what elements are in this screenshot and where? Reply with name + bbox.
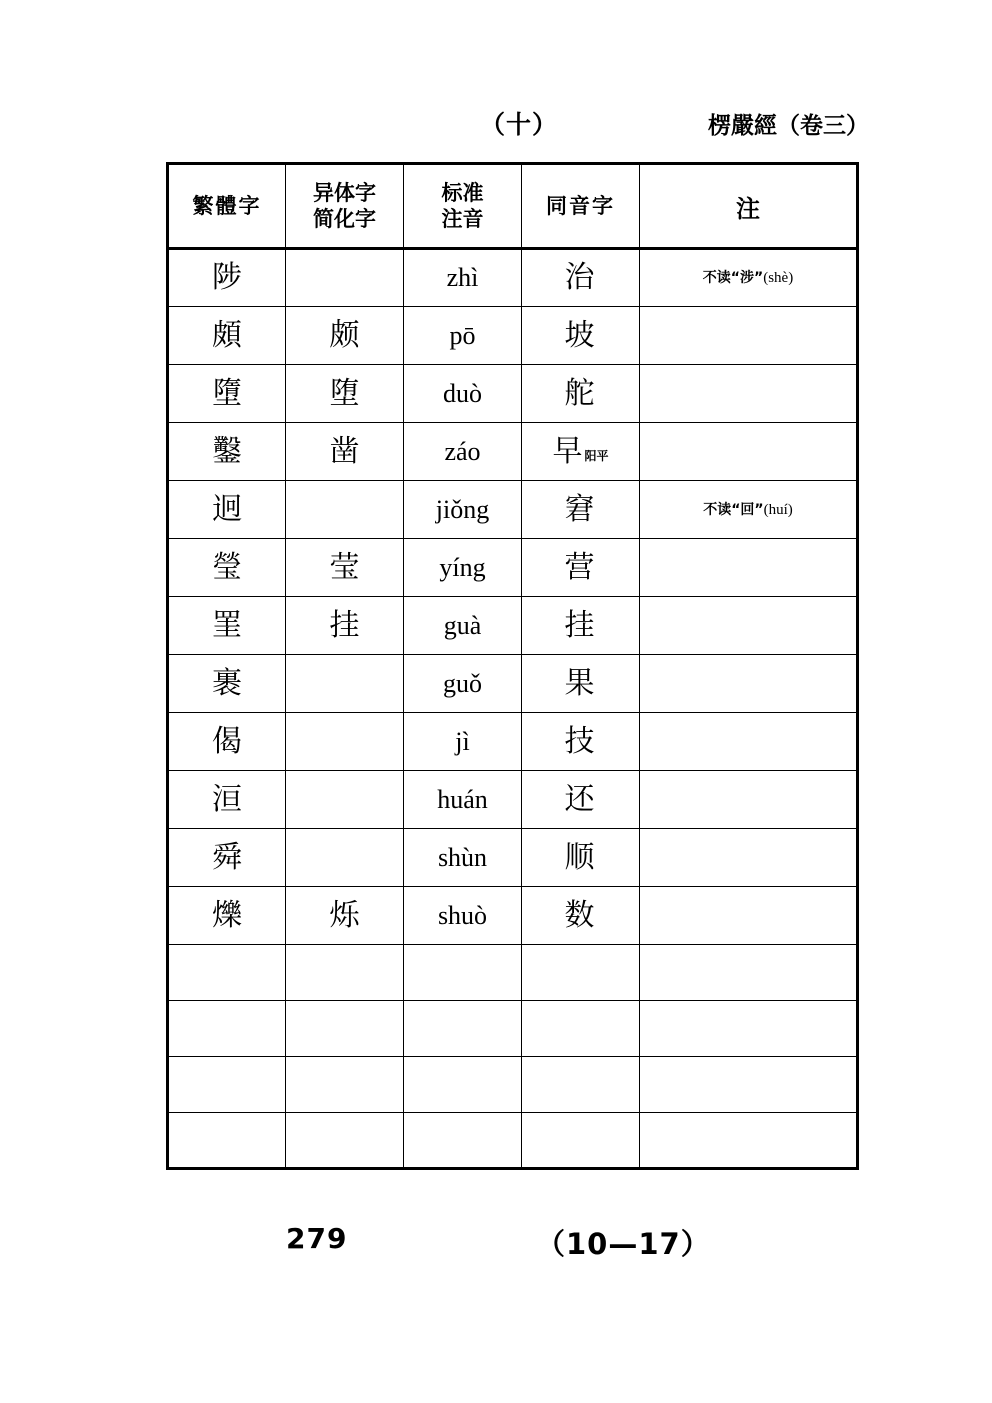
homophone-glyph: 挂 (564, 607, 595, 643)
page-footer (166, 1222, 856, 1262)
table-row (168, 887, 858, 945)
cell-note (640, 1001, 858, 1057)
cell-variant (286, 771, 404, 829)
homophone-glyph: 还 (564, 781, 595, 817)
traditional-glyph: 頗 (212, 317, 242, 353)
cell-pinyin (404, 597, 522, 655)
table-row (168, 539, 858, 597)
cell-variant (286, 365, 404, 423)
page-code: （10—17） (536, 1227, 711, 1261)
pinyin-text: huán (437, 784, 488, 814)
cell-pinyin (404, 887, 522, 945)
variant-glyph: 颇 (329, 317, 360, 353)
cell-note (640, 655, 858, 713)
homophone-glyph: 顺 (564, 839, 595, 875)
note-latin: (huí) (763, 501, 793, 518)
cell-variant (286, 249, 404, 307)
homophone-glyph: 舵 (564, 375, 595, 411)
homophone-glyph: 果 (564, 665, 595, 701)
pinyin-text: guà (443, 610, 482, 640)
traditional-glyph: 爍 (212, 897, 242, 933)
cell-traditional (168, 481, 286, 539)
cell-variant (286, 1113, 404, 1169)
column-header-variant (286, 164, 404, 249)
cell-traditional (168, 539, 286, 597)
cell-pinyin (404, 539, 522, 597)
cell-pinyin (404, 1001, 522, 1057)
homophone-glyph: 营 (564, 549, 595, 585)
cell-pinyin (404, 771, 522, 829)
traditional-glyph: 偈 (212, 723, 242, 759)
table-row (168, 307, 858, 365)
homophone-glyph: 数 (564, 897, 595, 933)
cell-homophone (522, 597, 640, 655)
cell-homophone (522, 1001, 640, 1057)
table-row (168, 423, 858, 481)
glyph-table (166, 162, 859, 1170)
cell-homophone (522, 481, 640, 539)
cell-traditional (168, 423, 286, 481)
cell-pinyin (404, 481, 522, 539)
cell-variant (286, 539, 404, 597)
cell-variant (286, 1057, 404, 1113)
homophone-glyph: 坡 (564, 317, 595, 353)
traditional-glyph: 墮 (212, 375, 242, 411)
pinyin-text: guǒ (443, 668, 482, 698)
traditional-glyph: 洹 (212, 781, 242, 817)
cell-pinyin (404, 365, 522, 423)
pinyin-text: zhì (446, 263, 479, 292)
traditional-glyph: 舜 (212, 839, 242, 875)
cell-homophone (522, 307, 640, 365)
cell-variant (286, 829, 404, 887)
cell-variant (286, 655, 404, 713)
note-latin: (shè) (763, 270, 794, 286)
pinyin-text: jì (455, 726, 470, 756)
column-header-pinyin-line1: 标准 (441, 180, 484, 205)
column-header-homophone-label: 同音字 (546, 193, 615, 218)
note-text: 不读“涉” (702, 270, 764, 286)
table-header-row (168, 164, 858, 249)
cell-homophone (522, 1113, 640, 1169)
traditional-glyph: 裹 (212, 665, 242, 701)
cell-homophone (522, 829, 640, 887)
cell-homophone (522, 887, 640, 945)
cell-homophone (522, 655, 640, 713)
variant-glyph: 堕 (329, 375, 360, 411)
cell-note (640, 887, 858, 945)
cell-variant (286, 423, 404, 481)
pinyin-text: jiǒng (435, 494, 490, 524)
cell-pinyin (404, 655, 522, 713)
cell-homophone (522, 365, 640, 423)
cell-note (640, 423, 858, 481)
cell-note (640, 365, 858, 423)
pinyin-text: shuò (437, 900, 488, 930)
cell-traditional (168, 655, 286, 713)
cell-variant (286, 713, 404, 771)
table-row (168, 365, 858, 423)
pinyin-text: yíng (439, 552, 486, 582)
cell-homophone (522, 945, 640, 1001)
column-header-note (640, 164, 858, 249)
traditional-glyph: 鑿 (212, 433, 242, 469)
cell-traditional (168, 365, 286, 423)
section-label: （十） (480, 110, 559, 139)
table-row (168, 829, 858, 887)
table-row (168, 597, 858, 655)
cell-note (640, 597, 858, 655)
cell-pinyin (404, 945, 522, 1001)
cell-pinyin (404, 829, 522, 887)
cell-note (640, 713, 858, 771)
cell-traditional (168, 771, 286, 829)
homophone-glyph: 治 (564, 260, 595, 295)
traditional-glyph: 罣 (212, 607, 242, 643)
cell-note (640, 307, 858, 365)
pinyin-text: záo (444, 436, 481, 466)
table-row (168, 713, 858, 771)
cell-pinyin (404, 1057, 522, 1113)
cell-note (640, 539, 858, 597)
note-text: 不读“回” (703, 501, 764, 518)
cell-traditional (168, 829, 286, 887)
table-row (168, 1057, 858, 1113)
pinyin-text: duò (443, 378, 482, 408)
cell-variant (286, 1001, 404, 1057)
cell-traditional (168, 1113, 286, 1169)
homophone-glyph: 早 (552, 433, 583, 469)
cell-note (640, 1057, 858, 1113)
cell-homophone (522, 249, 640, 307)
column-header-variant-line2: 简化字 (313, 207, 376, 231)
cell-variant (286, 481, 404, 539)
homophone-tone-label: 阳平 (584, 448, 609, 463)
cell-traditional (168, 1001, 286, 1057)
page-title: 楞嚴經（卷三） (708, 112, 870, 139)
variant-glyph: 凿 (329, 433, 360, 469)
cell-traditional (168, 249, 286, 307)
page-number: 279 (286, 1222, 348, 1255)
cell-variant (286, 945, 404, 1001)
cell-homophone (522, 713, 640, 771)
cell-variant (286, 887, 404, 945)
cell-pinyin (404, 1113, 522, 1169)
cell-traditional (168, 713, 286, 771)
homophone-glyph: 技 (564, 723, 595, 759)
table-row (168, 945, 858, 1001)
cell-variant (286, 597, 404, 655)
table-row (168, 481, 858, 539)
variant-glyph: 挂 (329, 607, 360, 643)
cell-traditional (168, 1057, 286, 1113)
cell-variant (286, 307, 404, 365)
cell-traditional (168, 307, 286, 365)
column-header-traditional (168, 164, 286, 249)
cell-note (640, 945, 858, 1001)
cell-pinyin (404, 713, 522, 771)
column-header-variant-line1: 异体字 (313, 180, 376, 205)
column-header-homophone (522, 164, 640, 249)
cell-pinyin (404, 249, 522, 307)
cell-traditional (168, 597, 286, 655)
table-row (168, 249, 858, 307)
cell-homophone (522, 771, 640, 829)
column-header-pinyin (404, 164, 522, 249)
cell-note (640, 829, 858, 887)
cell-homophone (522, 423, 640, 481)
cell-note (640, 481, 858, 539)
table-row (168, 771, 858, 829)
cell-note (640, 249, 858, 307)
homophone-glyph: 窘 (564, 491, 595, 527)
cell-note (640, 771, 858, 829)
pinyin-text: pō (449, 320, 476, 350)
cell-traditional (168, 945, 286, 1001)
table-row (168, 655, 858, 713)
table-body (168, 249, 858, 1169)
cell-note (640, 1113, 858, 1169)
pinyin-text: shùn (437, 842, 488, 872)
cell-traditional (168, 887, 286, 945)
variant-glyph: 烁 (329, 897, 360, 933)
table-row (168, 1113, 858, 1169)
traditional-glyph: 陟 (212, 260, 242, 295)
glyph-table-container (166, 162, 856, 1170)
cell-pinyin (404, 307, 522, 365)
variant-glyph: 莹 (329, 549, 360, 585)
cell-pinyin (404, 423, 522, 481)
cell-homophone (522, 539, 640, 597)
column-header-note-label: 注 (736, 194, 760, 223)
traditional-glyph: 瑩 (212, 549, 242, 585)
page-header (160, 100, 870, 146)
column-header-traditional-label: 繁體字 (192, 193, 262, 218)
traditional-glyph: 迥 (212, 491, 242, 527)
table-row (168, 1001, 858, 1057)
column-header-pinyin-line2: 注音 (441, 207, 484, 231)
cell-homophone (522, 1057, 640, 1113)
